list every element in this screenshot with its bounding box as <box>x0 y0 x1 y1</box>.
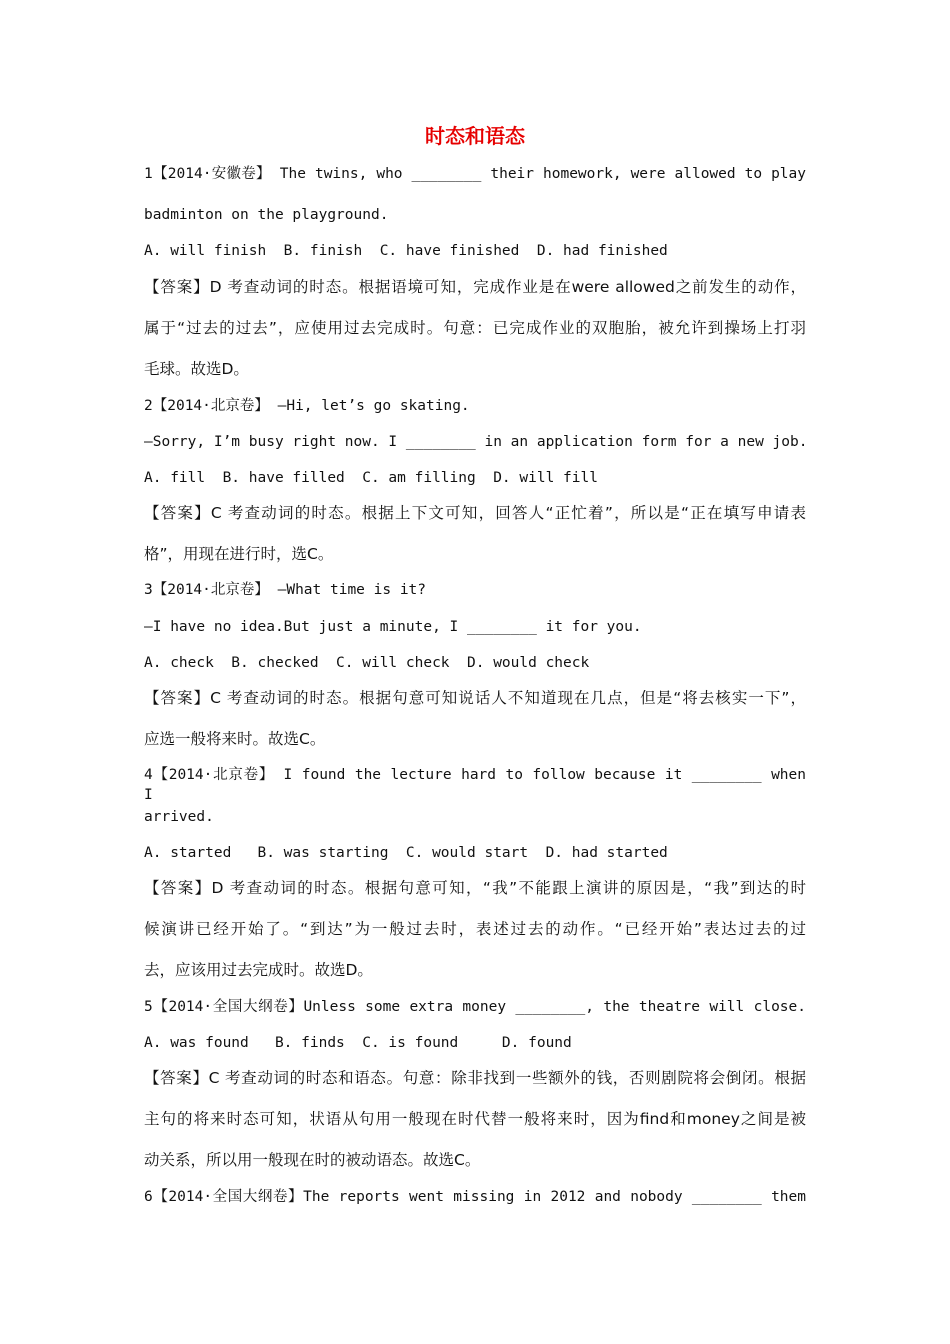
text-line: 【答案】D 考查动词的时态。根据语境可知，完成作业是在were allowed之前发生的动作， <box>144 278 806 296</box>
text-line: —I have no idea.But just a minute, I ________ it for you. <box>144 619 642 635</box>
text-line: 4【2014·北京卷】 I found the lecture hard to follow because it ________ when I <box>144 767 806 803</box>
text-line: 1【2014·安徽卷】 The twins, who ________ their homework, were allowed to play <box>144 166 806 182</box>
text-line: 5【2014·全国大纲卷】Unless some extra money ________, the theatre will close. <box>144 999 806 1015</box>
text-line: A. fill B. have filled C. am filling D. will fill <box>144 470 598 486</box>
text-line: 【答案】D 考查动词的时态。根据句意可知，“我”不能跟上演讲的原因是，“我”到达的时 <box>144 879 806 897</box>
text-line: —Sorry, I’m busy right now. I ________ in an application form for a new job. <box>144 434 808 450</box>
text-line: A. was found B. finds C. is found D. found <box>144 1035 572 1051</box>
text-line: badminton on the playground. <box>144 207 389 223</box>
text-line: 格”，用现在进行时，选C。 <box>144 545 334 563</box>
text-line: 候演讲已经开始了。“到达”为一般过去时，表述过去的动作。“已经开始”表达过去的过 <box>144 920 806 938</box>
text-line: A. will finish B. finish C. have finished D. had finished <box>144 243 668 259</box>
text-line: 【答案】C 考查动词的时态。根据句意可知说话人不知道现在几点，但是“将去核实一下”， <box>144 689 806 707</box>
page-title: 时态和语态 <box>425 124 525 148</box>
text-line: A. check B. checked C. will check D. would check <box>144 655 590 671</box>
text-line: 【答案】C 考查动词的时态和语态。句意：除非找到一些额外的钱，否则剧院将会倒闭。根据 <box>144 1069 806 1087</box>
text-line: 3【2014·北京卷】 —What time is it? <box>144 582 427 598</box>
text-line: 毛球。故选D。 <box>144 360 249 378</box>
text-line: 2【2014·北京卷】 —Hi, let’s go skating. <box>144 398 470 414</box>
text-line: 去，应该用过去完成时。故选D。 <box>144 961 373 979</box>
text-line: 主句的将来时态可知，状语从句用一般现在时代替一般将来时，因为find和money之间是被 <box>144 1110 806 1128</box>
text-line: 应选一般将来时。故选C。 <box>144 730 326 748</box>
text-line: A. started B. was starting C. would start D. had started <box>144 845 668 861</box>
text-line: 动关系，所以用一般现在时的被动语态。故选C。 <box>144 1151 481 1169</box>
text-line: arrived. <box>144 809 214 825</box>
text-line: 属于“过去的过去”，应使用过去完成时。句意：已完成作业的双胞胎，被允许到操场上打羽 <box>144 319 806 337</box>
text-line: 【答案】C 考查动词的时态。根据上下文可知，回答人“正忙着”，所以是“正在填写申请表 <box>144 504 806 522</box>
text-line: 6【2014·全国大纲卷】The reports went missing in 2012 and nobody ________ them <box>144 1189 806 1205</box>
